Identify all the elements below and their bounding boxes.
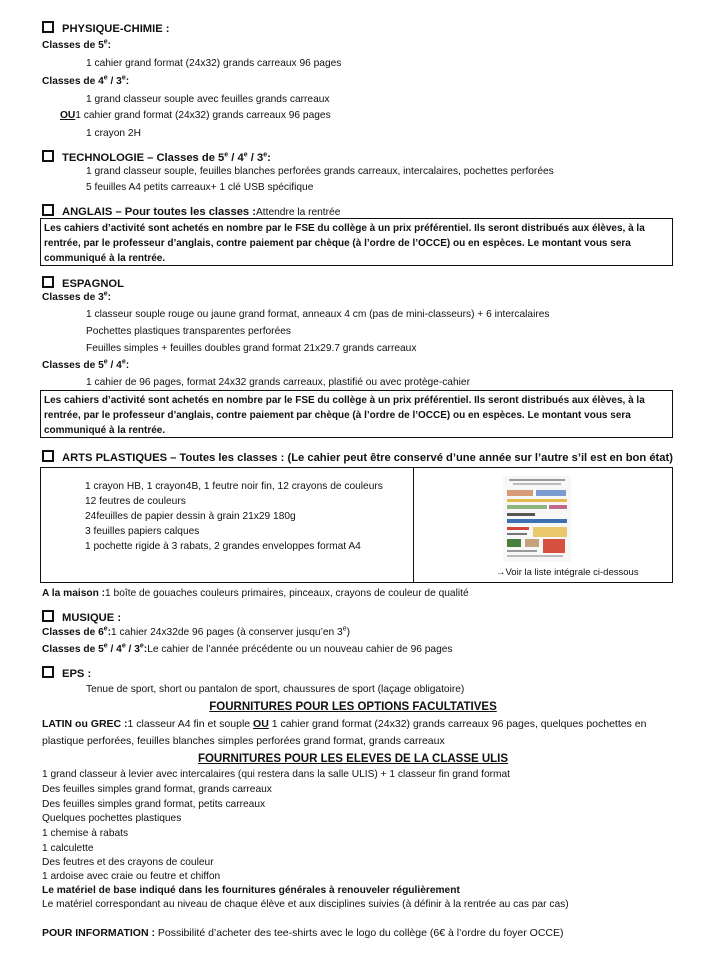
checkbox-icon [42, 21, 54, 33]
info-line: POUR INFORMATION : Possibilité d’acheter des tee-shirts avec le logo du collège (6€ à l’ordre du foyer OCCE) [42, 927, 564, 939]
physique-c5-label: Classes de 5e: [42, 38, 112, 51]
espagnol-c3-item3: Feuilles simples + feuilles doubles grand format 21x29.7 grands carreaux [86, 343, 417, 354]
anglais-heading: ANGLAIS – Pour toutes les classes :Attendre la rentrée [42, 204, 340, 219]
ulis-item: 1 calculette [42, 843, 94, 854]
espagnol-heading: ESPAGNOL [42, 276, 124, 291]
arts-maison: A la maison :1 boîte de gouaches couleurs primaires, pinceaux, crayons de couleur de qualité [42, 588, 469, 599]
ulis-item: Des feuilles simples grand format, grands carreaux [42, 784, 272, 795]
options-title: FOURNITURES POUR LES OPTIONS FACULTATIVES [209, 701, 497, 713]
ulis-item: Quelques pochettes plastiques [42, 813, 182, 824]
arts-thumbnail-panel [414, 468, 673, 582]
physique-c43-item1: 1 grand classeur souple avec feuilles grands carreaux [86, 94, 330, 105]
techno-item1: 1 grand classeur souple, feuilles blanches perforées grands carreaux, intercalaires, pochettes perforées [86, 166, 554, 177]
ulis-bold-note: Le matériel de base indiqué dans les fournitures générales à renouveler régulièrement [42, 885, 460, 896]
arts-item: 3 feuilles papiers calques [85, 526, 200, 537]
checkbox-icon [42, 666, 54, 678]
ulis-item: Des feutres et des crayons de couleur [42, 857, 214, 868]
ulis-note: Le matériel correspondant au niveau de chaque élève et aux disciplines suivies (à définir à la rentrée au cas par cas) [42, 899, 569, 910]
musique-c543: Classes de 5e / 4e / 3e:Le cahier de l’année précédente ou un nouveau cahier de 96 pages [42, 642, 453, 655]
ulis-item: Des feuilles simples grand format, petits carreaux [42, 799, 266, 810]
checkbox-icon [42, 450, 54, 462]
see-full-list-note: →Voir la liste intégrale ci-dessous [496, 567, 639, 578]
ulis-item: 1 ardoise avec craie ou feutre et chiffon [42, 871, 221, 882]
musique-c6: Classes de 6e:1 cahier 24x32de 96 pages (à conserver jusqu’en 3e) [42, 625, 350, 638]
physique-c43-item3: 1 crayon 2H [86, 128, 141, 139]
espagnol-c3-label: Classes de 3e: [42, 290, 112, 303]
espagnol-c54-label: Classes de 5e / 4e: [42, 358, 130, 371]
arts-item: 12 feutres de couleurs [85, 496, 186, 507]
arts-heading: ARTS PLASTIQUES – Toutes les classes : (Le cahier peut être conservé d’une année sur l’autre s’il est en bon état) [42, 450, 673, 465]
checkbox-icon [42, 610, 54, 622]
checkbox-icon [42, 276, 54, 288]
espagnol-c3-item1: 1 classeur souple rouge ou jaune grand format, anneaux 4 cm (pas de mini-classeurs) + 6 intercalaires [86, 309, 550, 320]
options-latin-grec-cont: plastique perforées, feuilles blanches simples perforées grand format, grands carreaux [42, 735, 445, 747]
physique-c43-item2: OU1 cahier grand format (24x32) grands carreaux 96 pages [60, 110, 331, 121]
eps-item: Tenue de sport, short ou pantalon de sport, chaussures de sport (laçage obligatoire) [86, 684, 465, 695]
checkbox-icon [42, 150, 54, 162]
physique-heading: PHYSIQUE-CHIMIE : [42, 21, 170, 36]
eps-heading: EPS : [42, 666, 91, 681]
supply-list-thumbnail-image [503, 476, 571, 562]
arts-item: 1 pochette rigide à 3 rabats, 2 grandes enveloppes format A4 [85, 541, 361, 552]
techno-item2: 5 feuilles A4 petits carreaux+ 1 clé USB spécifique [86, 182, 314, 193]
arts-item: 1 crayon HB, 1 crayon4B, 1 feutre noir fin, 12 crayons de couleurs [85, 481, 383, 492]
espagnol-note-box: Les cahiers d’activité sont achetés en nombre par le FSE du collège à un prix préférentiel. Ils seront distribués aux élèves, à la rentrée, par le professeur d’anglais, contre paiement par chèque (à l’ordre de l’OCCE) ou en espèces. Le montant vous sera communiqué à la rentrée. [40, 390, 673, 438]
options-latin-grec: LATIN ou GREC :1 classeur A4 fin et souple OU 1 cahier grand format (24x32) grands carreaux 96 pages, quelques pochettes en [42, 718, 647, 730]
anglais-note-box: Les cahiers d’activité sont achetés en nombre par le FSE du collège à un prix préférentiel. Ils seront distribués aux élèves, à la rentrée, par le professeur d’anglais, contre paiement par chèque (à l’ordre de l’OCCE) ou en espèces. Le montant vous sera communiqué à la rentrée. [40, 218, 673, 266]
ulis-title: FOURNITURES POUR LES ELEVES DE LA CLASSE ULIS [197, 753, 509, 765]
arts-box [40, 467, 673, 583]
ulis-item: 1 chemise à rabats [42, 828, 129, 839]
espagnol-c54-item: 1 cahier de 96 pages, format 24x32 grands carreaux, plastifié ou avec protège-cahier [86, 377, 470, 388]
physique-c5-item: 1 cahier grand format (24x32) grands carreaux 96 pages [86, 58, 342, 69]
checkbox-icon [42, 204, 54, 216]
physique-c43-label: Classes de 4e / 3e: [42, 74, 130, 87]
ulis-item: 1 grand classeur à levier avec intercalaires (qui restera dans la salle ULIS) + 1 classeur fin grand format [42, 769, 510, 780]
espagnol-c3-item2: Pochettes plastiques transparentes perforées [86, 326, 292, 337]
arts-item: 24feuilles de papier dessin à grain 21x29 180g [85, 511, 296, 522]
techno-heading: TECHNOLOGIE – Classes de 5e / 4e / 3e: [42, 150, 271, 165]
musique-heading: MUSIQUE : [42, 610, 121, 625]
